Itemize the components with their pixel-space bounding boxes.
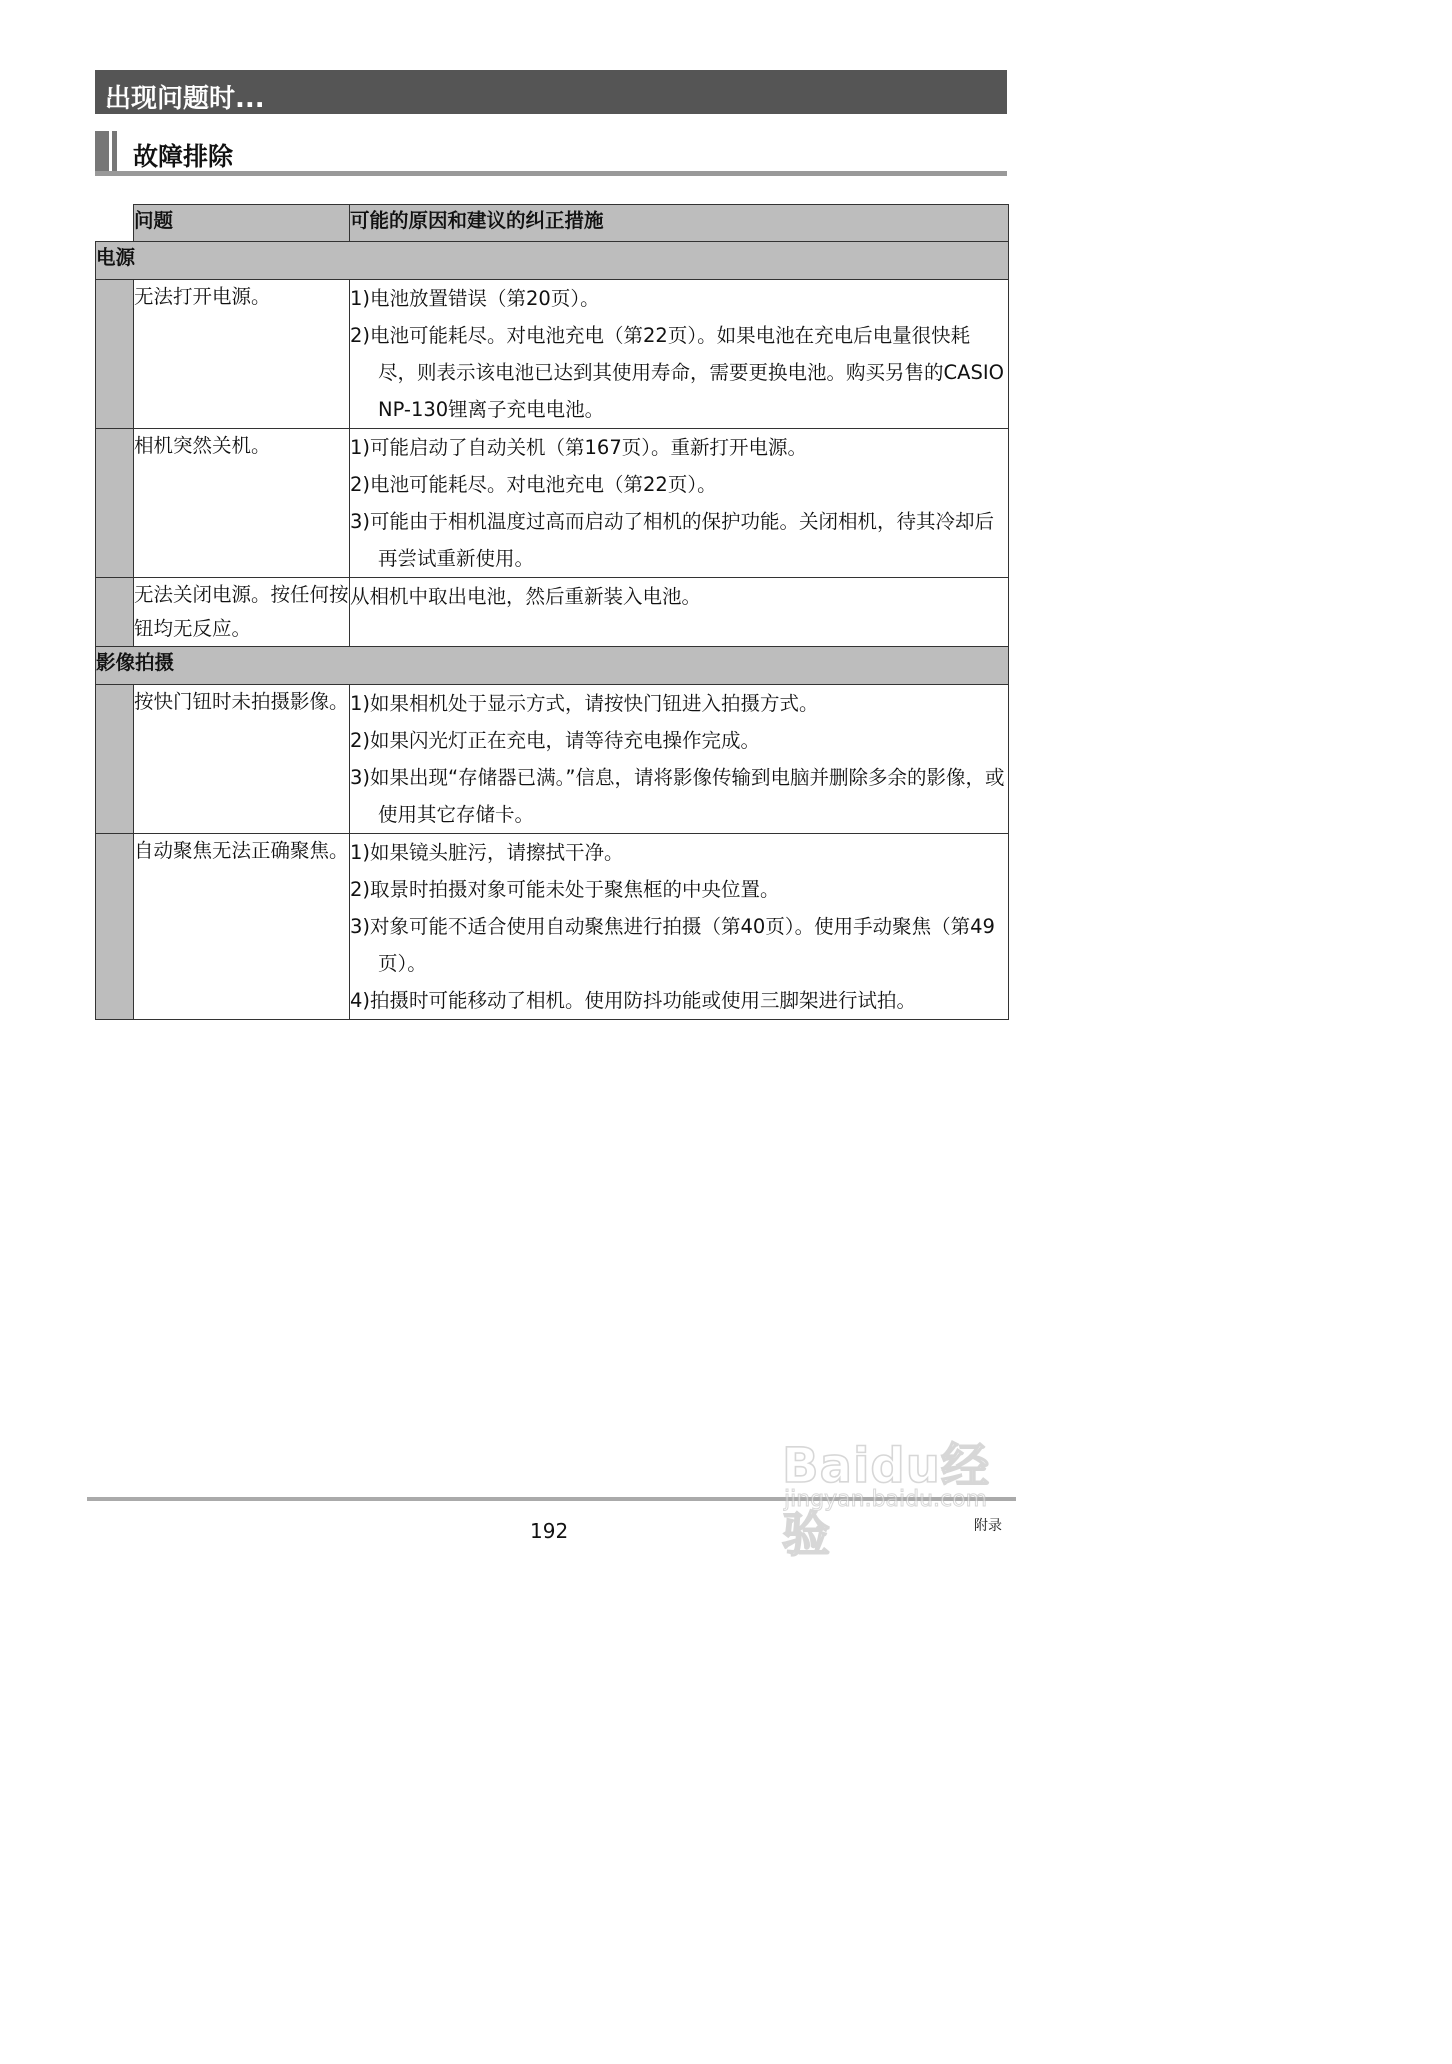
main-header: [95, 70, 1007, 114]
watermark-url: jingyan.baidu.com: [784, 1487, 988, 1512]
problem-cell: 相机突然关机。: [134, 429, 350, 578]
solution-item: 1)如果镜头脏污，请擦拭干净。: [350, 841, 624, 864]
footer-section-label: 附录: [974, 1518, 1002, 1534]
section-title: 故障排除: [133, 142, 234, 171]
solution-cell: [350, 429, 1009, 578]
category-gutter: [96, 578, 134, 647]
solution-item: 1)如果相机处于显示方式，请按快门钮进入拍摄方式。: [350, 692, 819, 715]
category-gutter: [96, 834, 134, 1020]
solution-item: 3)如果出现“存储器已满。”信息，请将影像传输到电脑并删除多余的影像，或使用其它存储卡。: [350, 766, 1005, 826]
table-row: [96, 834, 1009, 1020]
category-label: 影像拍摄: [96, 647, 1009, 685]
solution-cell: [350, 578, 1009, 647]
table-row: [96, 685, 1009, 834]
watermark-logo-text: Baidu经验: [782, 1438, 990, 1563]
problem-cell: 按快门钮时未拍摄影像。: [134, 685, 350, 834]
solution-item: 3)对象可能不适合使用自动聚焦进行拍摄（第40页）。使用手动聚焦（第49页）。: [350, 915, 995, 975]
category-gutter: [96, 685, 134, 834]
solution-item: 2)如果闪光灯正在充电，请等待充电操作完成。: [350, 729, 761, 752]
solution-item: 2)取景时拍摄对象可能未处于聚焦框的中央位置。: [350, 878, 780, 901]
troubleshooting-table: [95, 204, 1009, 1020]
solution-cell: [350, 685, 1009, 834]
solution-item: 3)可能由于相机温度过高而启动了相机的保护功能。关闭相机，待其冷却后再尝试重新使用。: [350, 510, 995, 570]
table-header-row: [96, 205, 1009, 242]
problem-cell: 自动聚焦无法正确聚焦。: [134, 834, 350, 1020]
solution-cell: [350, 834, 1009, 1020]
column-header-problem: 问题: [134, 205, 350, 242]
solution-item: 2)电池可能耗尽。对电池充电（第22页）。如果电池在充电后电量很快耗尽，则表示该电池已达到其使用寿命，需要更换电池。购买另售的CASIO NP-130锂离子充电电池。: [350, 324, 1004, 421]
category-row: [96, 647, 1009, 685]
category-row: [96, 242, 1009, 280]
problem-cell: 无法打开电源。: [134, 280, 350, 429]
column-header-solution: 可能的原因和建议的纠正措施: [350, 205, 1009, 242]
page-number: 192: [530, 1519, 569, 1543]
table-row: [96, 578, 1009, 647]
solution-item: 1)可能启动了自动关机（第167页）。重新打开电源。: [350, 436, 807, 459]
table-row: [96, 429, 1009, 578]
solution-item: 从相机中取出电池，然后重新装入电池。: [350, 585, 702, 608]
problem-cell: 无法关闭电源。按任何按钮均无反应。: [134, 578, 350, 647]
category-gutter: [96, 429, 134, 578]
solution-cell: [350, 280, 1009, 429]
solution-item: 2)电池可能耗尽。对电池充电（第22页）。: [350, 473, 717, 496]
main-header-title: 出现问题时...: [105, 84, 265, 114]
category-gutter: [96, 280, 134, 429]
solution-item: 1)电池放置错误（第20页）。: [350, 287, 600, 310]
table-row: [96, 280, 1009, 429]
category-label: 电源: [96, 242, 1009, 280]
section-divider: [95, 171, 1007, 176]
solution-item: 4)拍摄时可能移动了相机。使用防抖功能或使用三脚架进行试拍。: [350, 989, 917, 1012]
